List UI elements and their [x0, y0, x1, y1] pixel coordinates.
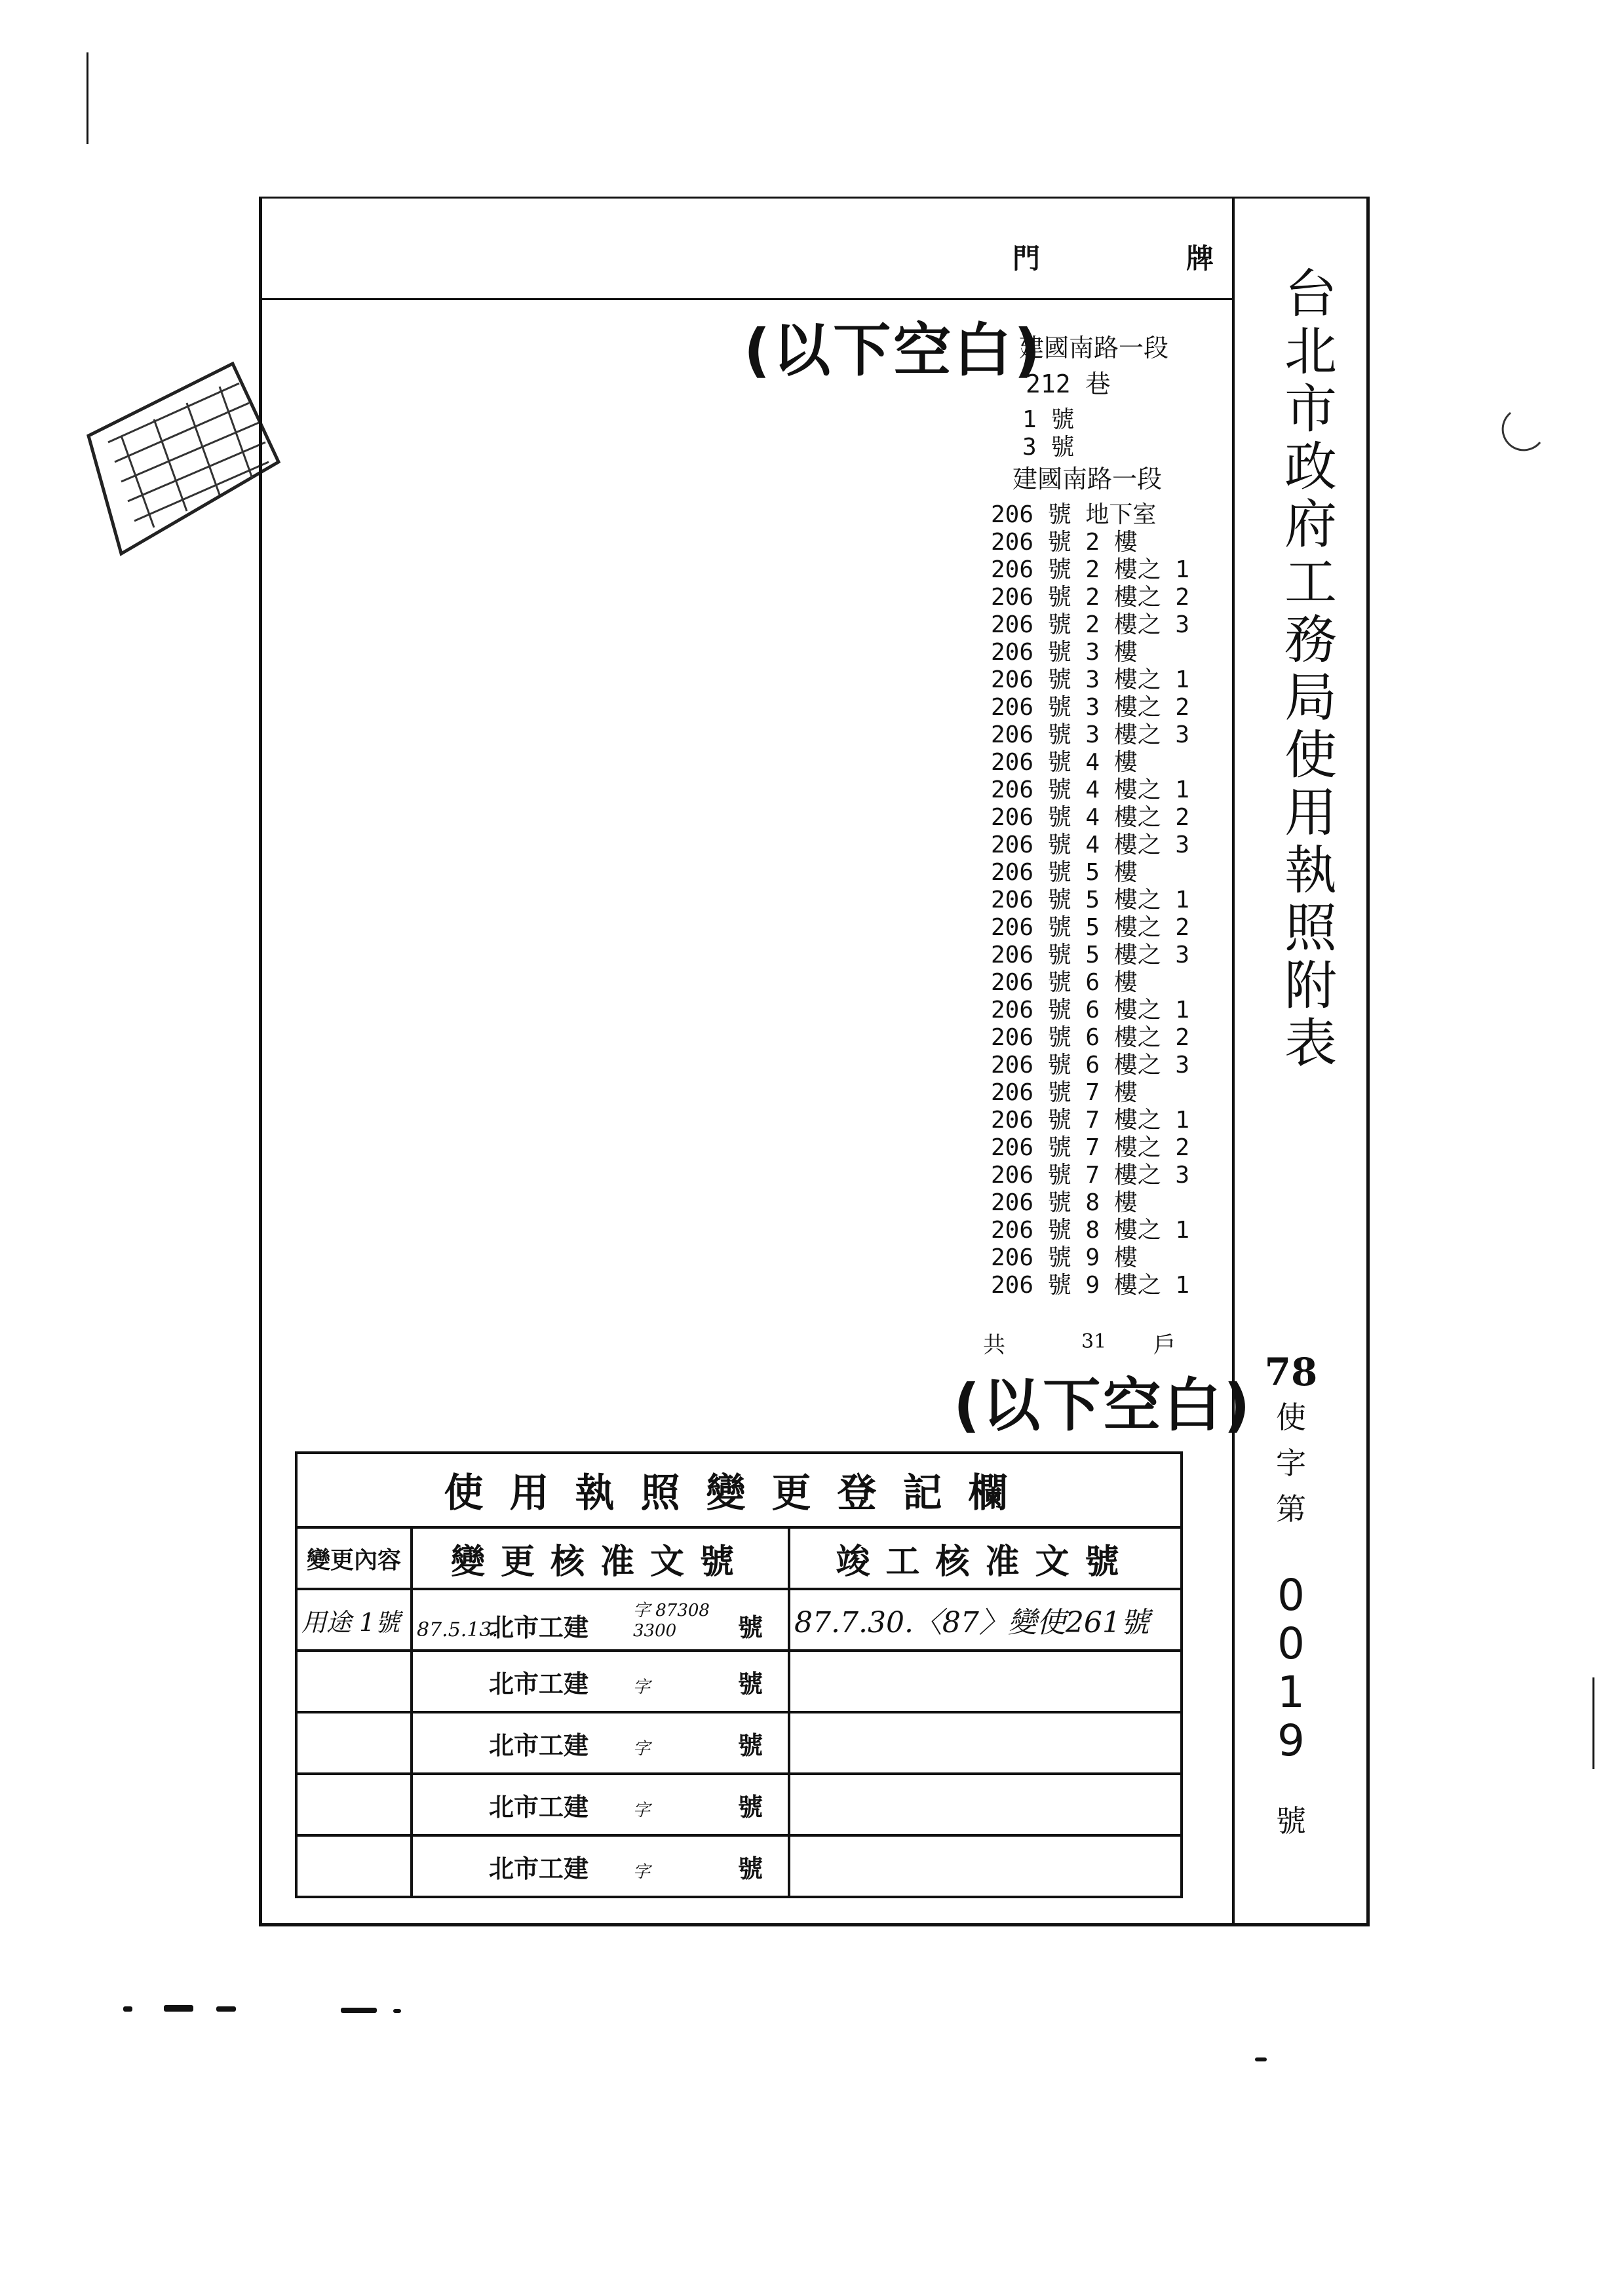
register-cell-content — [296, 1774, 412, 1835]
register-cell-content — [296, 1835, 412, 1897]
title-char: 北 — [1284, 321, 1337, 382]
title-char: 照 — [1284, 898, 1337, 959]
address-item: 206 號 7 樓 — [991, 1079, 1138, 1106]
register-row — [296, 1712, 1182, 1774]
address-group1-lane: 212 巷 — [1026, 370, 1111, 398]
certificate-year: 78 — [1264, 1350, 1318, 1394]
scan-artifact-stamp — [82, 357, 285, 567]
scan-speck — [216, 2006, 236, 2012]
document-title-vertical — [1281, 265, 1340, 1073]
address-item: 206 號 7 樓之 3 — [991, 1162, 1190, 1189]
register-col-complete: 竣工核准文號 — [789, 1527, 1182, 1589]
change-prefix: 北市工建 — [489, 1613, 589, 1642]
change-number: 字 — [633, 1862, 651, 1882]
address-item: 206 號 6 樓之 1 — [991, 997, 1190, 1024]
change-number: 字 — [633, 1677, 651, 1697]
change-suffix: 號 — [738, 1792, 763, 1822]
address-item: 206 號 8 樓 — [991, 1189, 1138, 1216]
address-item: 206 號 7 樓之 2 — [991, 1134, 1190, 1161]
address-item: 206 號 2 樓之 1 — [991, 556, 1190, 583]
change-prefix: 北市工建 — [489, 1731, 589, 1760]
total-count: 31 — [1081, 1330, 1107, 1353]
title-char: 務 — [1284, 609, 1337, 670]
certificate-digit: 0 — [1277, 1618, 1305, 1669]
scan-artifact-circle — [1497, 403, 1550, 455]
title-char: 府 — [1284, 494, 1337, 555]
certificate-char-1: 使 — [1276, 1400, 1306, 1435]
total-prefix: 共 — [983, 1332, 1005, 1358]
register-cell-content: 用途 1號 — [296, 1589, 412, 1651]
title-char: 局 — [1284, 667, 1337, 728]
scan-speck — [393, 2009, 401, 2013]
address-item: 206 號 7 樓之 1 — [991, 1107, 1190, 1134]
blank-mark-top: (以下空白) — [744, 316, 1043, 384]
header-label-door: 門 — [1013, 242, 1042, 275]
change-number: 字 87308 3300 — [633, 1600, 710, 1641]
register-cell-change — [412, 1712, 789, 1774]
register-cell-change — [412, 1774, 789, 1835]
address-item: 206 號 4 樓 — [991, 749, 1138, 776]
address-group1-list — [1022, 406, 1074, 461]
certificate-digit: 1 — [1277, 1667, 1305, 1717]
change-suffix: 號 — [738, 1731, 763, 1760]
address-item: 206 號 5 樓之 2 — [991, 914, 1190, 941]
title-char: 附 — [1284, 955, 1337, 1016]
register-cell-complete — [789, 1835, 1182, 1897]
address-item: 206 號 3 樓之 3 — [991, 721, 1190, 748]
certificate-char-3: 第 — [1276, 1491, 1306, 1527]
change-suffix: 號 — [738, 1613, 763, 1642]
address-item: 206 號 6 樓之 3 — [991, 1052, 1190, 1079]
address-item: 206 號 8 樓之 1 — [991, 1217, 1190, 1244]
address-item: 3 號 — [1022, 434, 1075, 461]
address-group2-street: 建國南路一段 — [1013, 465, 1163, 493]
register-row — [296, 1774, 1182, 1835]
header-label-plate: 牌 — [1186, 242, 1216, 275]
scan-speck — [164, 2005, 193, 2012]
address-item: 206 號 地下室 — [991, 501, 1157, 528]
header-divider — [262, 298, 1232, 300]
address-item: 206 號 5 樓之 3 — [991, 942, 1190, 968]
scan-speck — [341, 2008, 377, 2013]
register-col-content: 變更內容 — [296, 1527, 412, 1589]
register-col-change: 變更核准文號 — [412, 1527, 789, 1589]
scan-speck — [123, 2006, 132, 2012]
address-item: 206 號 6 樓 — [991, 969, 1138, 996]
register-row — [296, 1589, 1182, 1651]
address-item: 1 號 — [1022, 406, 1075, 433]
address-group1-street: 建國南路一段 — [1019, 334, 1169, 362]
certificate-char-2: 字 — [1276, 1445, 1306, 1481]
title-char: 用 — [1284, 782, 1337, 843]
blank-mark-bottom: (以下空白) — [954, 1371, 1253, 1439]
change-register-table — [295, 1451, 1183, 1898]
change-number: 字 — [633, 1800, 651, 1820]
title-char: 執 — [1284, 840, 1337, 901]
address-item: 206 號 4 樓之 3 — [991, 832, 1190, 858]
address-item: 206 號 5 樓之 1 — [991, 887, 1190, 913]
address-group2-list — [991, 501, 1189, 1299]
title-char: 政 — [1284, 436, 1337, 497]
address-item: 206 號 3 樓之 1 — [991, 666, 1190, 693]
address-item: 206 號 4 樓之 1 — [991, 776, 1190, 803]
change-number: 字 — [633, 1738, 651, 1759]
register-cell-complete — [789, 1651, 1182, 1712]
register-cell-change — [412, 1835, 789, 1897]
register-banner: 使用執照變更登記欄 — [296, 1453, 1182, 1527]
scan-edge-line — [1592, 1677, 1594, 1769]
address-item: 206 號 4 樓之 2 — [991, 804, 1190, 831]
address-item: 206 號 2 樓之 2 — [991, 584, 1190, 611]
address-item: 206 號 3 樓之 2 — [991, 694, 1190, 721]
title-char: 市 — [1284, 379, 1337, 440]
title-char: 使 — [1284, 725, 1337, 786]
register-row — [296, 1835, 1182, 1897]
change-suffix: 號 — [738, 1854, 763, 1883]
total-suffix: 戶 — [1153, 1332, 1176, 1358]
address-item: 206 號 3 樓 — [991, 639, 1138, 666]
title-char: 工 — [1284, 552, 1337, 613]
certificate-number-column — [1245, 1350, 1337, 1844]
address-item: 206 號 6 樓之 2 — [991, 1024, 1190, 1051]
certificate-digit: 9 — [1277, 1715, 1305, 1766]
register-cell-change — [412, 1651, 789, 1712]
scan-speck — [1255, 2057, 1267, 2061]
certificate-suffix: 號 — [1276, 1803, 1306, 1839]
register-cell-content — [296, 1712, 412, 1774]
address-item: 206 號 9 樓 — [991, 1244, 1138, 1271]
change-suffix: 號 — [738, 1669, 763, 1698]
register-cell-complete — [789, 1712, 1182, 1774]
title-column-divider — [1232, 197, 1235, 1926]
change-prefix: 北市工建 — [489, 1854, 589, 1883]
address-item: 206 號 2 樓 — [991, 529, 1138, 556]
register-cell-complete — [789, 1774, 1182, 1835]
change-prefix: 北市工建 — [489, 1792, 589, 1822]
register-cell-complete: 87.7.30.〈87〉變使261號 — [789, 1589, 1182, 1651]
address-item: 206 號 5 樓 — [991, 859, 1138, 886]
change-date: 87.5.13. — [417, 1618, 499, 1641]
certificate-number — [1245, 1571, 1337, 1765]
address-item: 206 號 2 樓之 3 — [991, 611, 1190, 638]
change-prefix: 北市工建 — [489, 1669, 589, 1698]
register-row — [296, 1651, 1182, 1712]
title-char: 台 — [1284, 263, 1337, 324]
register-cell-content — [296, 1651, 412, 1712]
register-cell-change — [412, 1589, 789, 1651]
scan-edge-line — [87, 52, 88, 144]
address-item: 206 號 9 樓之 1 — [991, 1272, 1190, 1299]
title-char: 表 — [1284, 1013, 1337, 1074]
certificate-digit: 0 — [1277, 1570, 1305, 1620]
